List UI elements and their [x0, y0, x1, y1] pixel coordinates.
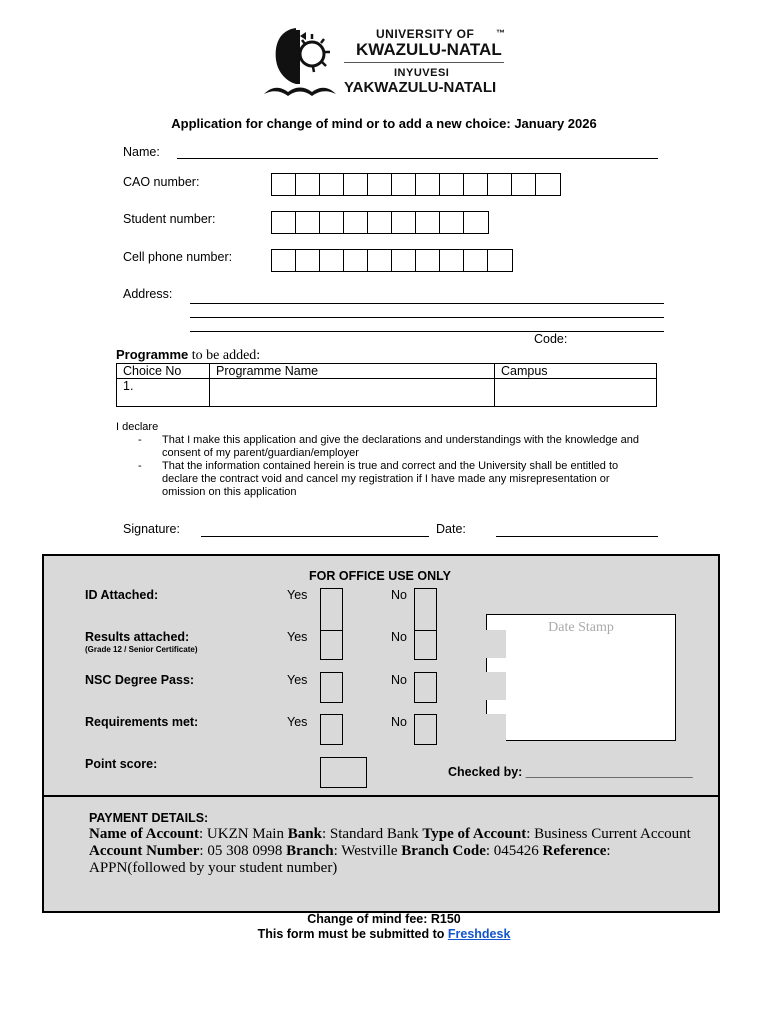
digit-box[interactable]	[392, 212, 416, 233]
digit-box[interactable]	[416, 250, 440, 271]
cell-phone-boxes[interactable]	[271, 249, 513, 272]
digit-box[interactable]	[392, 250, 416, 271]
digit-box[interactable]	[440, 212, 464, 233]
branch-code-label: Branch Code	[401, 843, 486, 859]
university-logo	[262, 22, 512, 102]
date-stamp-label: Date Stamp	[548, 620, 614, 635]
digit-box[interactable]	[464, 250, 488, 271]
signature-label: Signature:	[123, 522, 180, 536]
ukzn-crest-icon	[262, 22, 342, 102]
digit-box[interactable]	[440, 250, 464, 271]
digit-box[interactable]	[296, 174, 320, 195]
cao-number-label: CAO number:	[123, 175, 200, 189]
programme-table-row	[117, 379, 657, 407]
bank-label: Bank	[287, 826, 322, 842]
digit-box[interactable]	[440, 174, 464, 195]
point-score-box[interactable]	[320, 757, 367, 788]
digit-box[interactable]	[512, 174, 536, 195]
id-yes-box[interactable]	[320, 588, 343, 632]
declaration-item: - That the information contained herein is true and correct and the University shall be entitled to declare the contract void and cancel my registration if I have made any misrepresentation or omission on this application	[116, 460, 656, 499]
student-number-boxes[interactable]	[271, 211, 489, 234]
digit-box[interactable]	[368, 174, 392, 195]
digit-box[interactable]	[344, 174, 368, 195]
account-name-label: Name of Account	[89, 826, 199, 842]
stamp-notch	[486, 672, 506, 700]
submit-instructions	[0, 927, 768, 941]
nsc-yes-label: Yes	[287, 673, 308, 687]
logo-line-kwazulu-natal: KWAZULU-NATAL	[356, 40, 502, 59]
digit-box[interactable]	[392, 174, 416, 195]
digit-box[interactable]	[272, 174, 296, 195]
row-campus-cell[interactable]	[495, 379, 657, 407]
postal-code-label: Code:	[534, 332, 568, 346]
address-line-1[interactable]	[190, 303, 664, 304]
payment-details-text	[89, 826, 699, 877]
logo-line-university-of: UNIVERSITY OF	[376, 27, 475, 41]
digit-box[interactable]	[296, 250, 320, 271]
requirements-met-label: Requirements met:	[85, 715, 199, 729]
signature-line[interactable]	[201, 536, 429, 537]
digit-box[interactable]	[320, 250, 344, 271]
declaration-intro: I declare	[116, 421, 159, 433]
id-yes-label: Yes	[287, 588, 308, 602]
nsc-yes-box[interactable]	[320, 672, 343, 703]
digit-box[interactable]	[368, 250, 392, 271]
digit-box[interactable]	[488, 250, 512, 271]
declaration	[116, 421, 656, 499]
digit-box[interactable]	[536, 174, 560, 195]
account-type-value: : Business Current Account	[526, 826, 691, 842]
address-label: Address:	[123, 287, 173, 301]
programme-heading	[116, 347, 260, 364]
account-number-value: : 05 308 0998	[199, 843, 287, 859]
nsc-no-box[interactable]	[414, 672, 437, 703]
nsc-no-label: No	[391, 673, 407, 687]
stamp-notch	[486, 630, 506, 658]
declaration-list	[116, 434, 656, 499]
results-no-label: No	[391, 630, 407, 644]
logo-line-inyuvesi: INYUVESI	[394, 67, 450, 79]
point-score-label: Point score:	[85, 757, 158, 771]
cell-phone-label: Cell phone number:	[123, 250, 233, 264]
bank-value: : Standard Bank	[321, 826, 423, 842]
checked-by-label: Checked by: ________________________	[448, 765, 693, 779]
reference-label: Reference	[542, 843, 607, 859]
digit-box[interactable]	[464, 212, 488, 233]
digit-box[interactable]	[344, 250, 368, 271]
results-yes-label: Yes	[287, 630, 308, 644]
id-no-box[interactable]	[414, 588, 437, 632]
digit-box[interactable]	[320, 174, 344, 195]
digit-box[interactable]	[296, 212, 320, 233]
account-type-label: Type of Account	[422, 826, 527, 842]
digit-box[interactable]	[272, 250, 296, 271]
programme-table	[116, 363, 657, 407]
id-attached-label: ID Attached:	[85, 588, 159, 602]
req-yes-label: Yes	[287, 715, 308, 729]
col-programme-name: Programme Name	[210, 364, 495, 379]
branch-label: Branch	[286, 843, 334, 859]
address-line-3[interactable]	[190, 331, 664, 332]
account-number-label: Account Number	[89, 843, 200, 859]
date-stamp-box	[486, 614, 676, 741]
digit-box[interactable]	[416, 212, 440, 233]
digit-box[interactable]	[344, 212, 368, 233]
programme-heading-rest: to be added:	[188, 348, 261, 363]
student-number-label: Student number:	[123, 212, 216, 226]
branch-code-value: : 045426	[485, 843, 543, 859]
name-label: Name:	[123, 145, 160, 159]
programme-heading-bold: Programme	[116, 347, 189, 362]
col-choice-no: Choice No	[117, 364, 210, 379]
change-of-mind-fee: Change of mind fee: R150	[307, 912, 461, 926]
submit-text: This form must be submitted to	[257, 927, 448, 941]
logo-line-yakwazulu-natali: YAKWAZULU-NATALI	[344, 79, 497, 96]
payment-heading: PAYMENT DETAILS:	[89, 811, 209, 825]
freshdesk-link[interactable]: Freshdesk	[447, 927, 511, 941]
req-no-box[interactable]	[414, 714, 437, 745]
cao-number-boxes[interactable]	[271, 173, 561, 196]
results-yes-box[interactable]	[320, 630, 343, 660]
declaration-item: - That I make this application and give the declarations and understandings with the knowledge and consent of my parent/guardian/employer	[116, 434, 656, 460]
programme-table-header	[117, 364, 657, 379]
col-campus: Campus	[495, 364, 657, 379]
id-no-label: No	[391, 588, 407, 602]
account-name-value: : UKZN Main	[198, 826, 288, 842]
reference-value: : APPN(followed by your student number)	[89, 843, 611, 876]
digit-box[interactable]	[488, 174, 512, 195]
digit-box[interactable]	[416, 174, 440, 195]
date-line[interactable]	[496, 536, 658, 537]
office-use-heading: FOR OFFICE USE ONLY	[309, 569, 451, 583]
results-no-box[interactable]	[414, 630, 437, 660]
row-choice-no: 1.	[117, 379, 210, 407]
branch-value: : Westville	[333, 843, 402, 859]
digit-box[interactable]	[320, 212, 344, 233]
req-no-label: No	[391, 715, 407, 729]
address-line-2[interactable]	[190, 317, 664, 318]
trademark-symbol: ™	[496, 28, 505, 38]
stamp-notch	[486, 714, 506, 742]
digit-box[interactable]	[464, 174, 488, 195]
results-attached-label: Results attached:	[85, 630, 190, 644]
digit-box[interactable]	[368, 212, 392, 233]
results-sub-label: (Grade 12 / Senior Certificate)	[85, 645, 198, 654]
date-label: Date:	[436, 522, 466, 536]
req-yes-box[interactable]	[320, 714, 343, 745]
logo-divider	[344, 62, 504, 63]
name-line[interactable]	[177, 158, 658, 159]
digit-box[interactable]	[272, 212, 296, 233]
nsc-degree-pass-label: NSC Degree Pass:	[85, 673, 195, 687]
row-programme-name-cell[interactable]	[210, 379, 495, 407]
form-title: Application for change of mind or to add a new choice: January 2026	[171, 116, 597, 131]
